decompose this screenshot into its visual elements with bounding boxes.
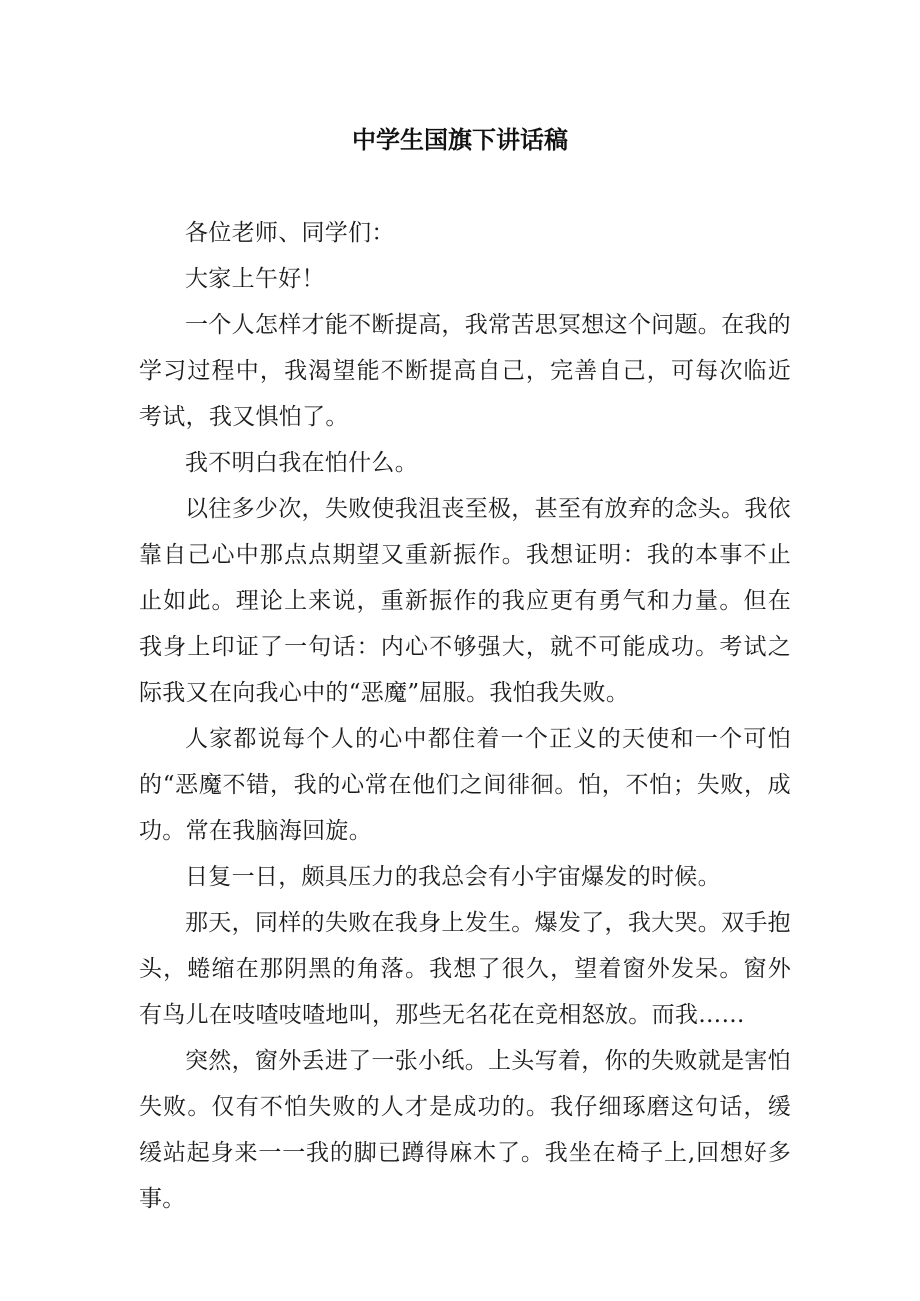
paragraph: 日复一日，颇具压力的我总会有小宇宙爆发的时候。 <box>185 864 721 890</box>
paragraph: 那天，同样的失败在我身上发生。爆发了，我大哭。双手抱头，蜷缩在那阴黑的角落。我想了很久，望着窗外发呆。窗外有鸟儿在吱喳吱喳地叫，那些无名花在竞相怒放。而我…… <box>139 910 791 1028</box>
page-title: 中学生国旗下讲话稿 <box>352 126 568 154</box>
paragraph: 以往多少次，失败使我沮丧至极，甚至有放弃的念头。我依靠自己心中那点点期望又重新振作。我想证明：我的本事不止止如此。理论上来说，重新振作的我应更有勇气和力量。但在我身上印证了一句话：内心不够强大，就不可能成功。考试之际我又在向我心中的“恶魔”屈服。我怕我失败。 <box>139 496 791 706</box>
paragraph: 人家都说每个人的心中都住着一个正义的天使和一个可怕的“恶魔不错，我的心常在他们之间徘徊。怕，不怕；失败，成功。常在我脑海回旋。 <box>139 726 791 844</box>
paragraph: 我不明白我在怕什么。 <box>185 450 418 476</box>
paragraph-greeting: 各位老师、同学们： <box>185 220 395 246</box>
speech-body <box>139 210 791 1222</box>
paragraph: 一个人怎样才能不断提高，我常苦思冥想这个问题。在我的学习过程中，我渴望能不断提高自己，完善自己，可每次临近考试，我又惧怕了。 <box>139 312 791 430</box>
paragraph: 突然，窗外丢进了一张小纸。上头写着，你的失败就是害怕失败。仅有不怕失败的人才是成功的。我仔细琢磨这句话，缓缓站起身来一一我的脚已蹲得麻木了。我坐在椅子上,回想好多事。 <box>139 1048 791 1212</box>
paragraph-good-morning: 大家上午好！ <box>185 266 325 292</box>
